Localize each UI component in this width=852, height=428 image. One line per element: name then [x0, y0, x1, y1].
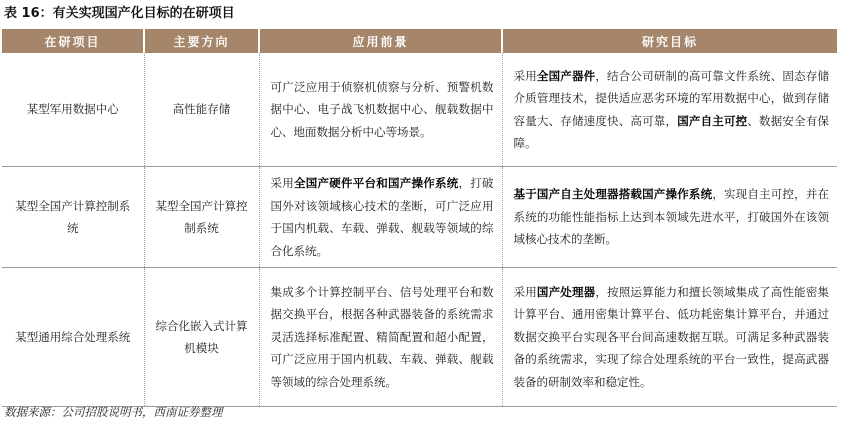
- table-row: [2, 53, 837, 167]
- emphasis-text: 基于国产自主处理器搭载国产操作系统: [513, 187, 713, 202]
- header-goal: 研究目标: [502, 29, 837, 53]
- emphasis-text: 全国产硬件平台和国产操作系统: [294, 176, 459, 190]
- cell-project: 某型全国产计算控制系统: [2, 167, 144, 268]
- body-text: ，实现自主可控，并在系统的功能性能指标上达到本领域先进水平，打破国外在该领域核心技术的垄断。: [513, 187, 830, 247]
- body-text: 集成多个计算控制平台、信号处理平台和数据交换平台，根据各种武器装备的系统需求灵活选择标准配置、精简配置和超小配置，可广泛应用于国内机载、车载、弹载、舰载等领域的综合处理系统。: [270, 284, 494, 389]
- cell-prospect: [259, 53, 502, 167]
- cell-goal: [502, 268, 837, 407]
- body-text: ，按照运算能力和擅长领域集成了高性能密集计算平台、通用密集计算平台、低功耗密集计算平台，并通过数据交换平台实现各平台间高速数据互联。可满足多种武器装备的系统需求，实现了综合处理系统的平台一致性，提高武器装备的研制效率和稳定性。: [513, 284, 830, 389]
- body-text: 采用: [270, 176, 294, 190]
- cell-project: 某型通用综合处理系统: [2, 268, 144, 407]
- projects-table-container: [2, 29, 837, 407]
- emphasis-text: 全国产器件: [536, 68, 596, 83]
- table-row: [2, 268, 837, 407]
- emphasis-text: 国产处理器: [536, 284, 596, 299]
- cell-prospect: [259, 167, 502, 268]
- body-text: ，结合公司研制的高可靠文件系统、固态存储介质管理技术，提供适应恶劣环境的军用数据中心，做到存储容量大、存储速度快、高可靠，: [513, 68, 830, 128]
- cell-direction: 综合化嵌入式计算机模块: [144, 268, 259, 407]
- cell-project: 某型军用数据中心: [2, 53, 144, 167]
- cell-prospect: [259, 268, 502, 407]
- table-header-row: [2, 29, 837, 53]
- table-row: [2, 167, 837, 268]
- source-note: 数据来源：公司招股说明书，西南证券整理: [4, 405, 223, 419]
- body-text: 可广泛应用于侦察机侦察与分析、预警机数据中心、电子战飞机数据中心、舰载数据中心、地面数据分析中心等场景。: [270, 79, 494, 139]
- body-text: ，打破国外对该领域核心技术的垄断，可广泛应用于国内机载、车载、弹载、舰载等领域的综合化系统。: [270, 176, 494, 258]
- body-text: 采用: [513, 68, 537, 83]
- cell-goal: [502, 167, 837, 268]
- cell-direction: 高性能存储: [144, 53, 259, 167]
- cell-goal: [502, 53, 837, 167]
- emphasis-text: 国产自主可控: [677, 113, 748, 128]
- table-title: 表 16：有关实现国产化目标的在研项目: [4, 6, 235, 21]
- cell-direction: 某型全国产计算控制系统: [144, 167, 259, 268]
- header-direction: 主要方向: [144, 29, 259, 53]
- projects-table: [2, 29, 837, 407]
- body-text: 、数据安全有保障。: [513, 113, 830, 150]
- body-text: 采用: [513, 284, 537, 299]
- header-prospect: 应用前景: [259, 29, 502, 53]
- header-project: 在研项目: [2, 29, 144, 53]
